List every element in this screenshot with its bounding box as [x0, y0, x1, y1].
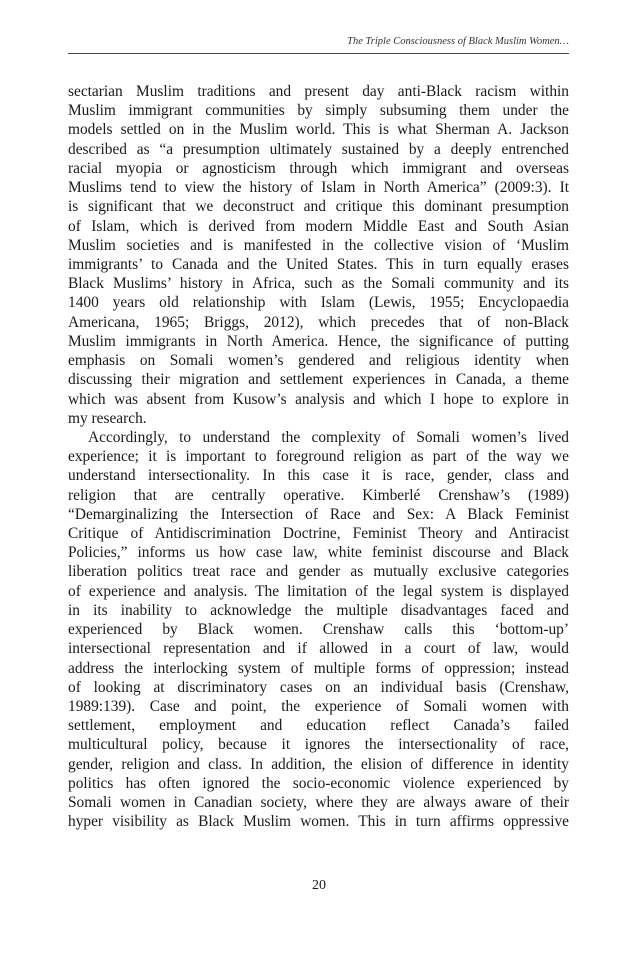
text-line: experience; it is important to foreground religion as part of the way we: [68, 448, 569, 466]
text-line: my research.: [68, 409, 147, 427]
running-header: The Triple Consciousness of Black Muslim Women…: [347, 36, 569, 47]
text-line: Black Muslims’ history in Africa, such as the Somali community and its: [68, 275, 569, 293]
text-line: intersectional representation and if allowed in a court of law, would: [68, 640, 569, 658]
text-line: address the interlocking system of multiple forms of oppression; instead: [68, 659, 569, 677]
text-line: Americana, 1965; Briggs, 2012), which precedes that of non-Black: [68, 313, 569, 331]
text-line: religion that are centrally operative. Kimberlé Crenshaw’s (1989): [68, 486, 569, 504]
text-line: understand intersectionality. In this case it is race, gender, class and: [68, 467, 569, 485]
text-line: which was absent from Kusow’s analysis and which I hope to explore in: [68, 390, 569, 408]
body-text: [68, 82, 569, 832]
text-line: “Demarginalizing the Intersection of Race and Sex: A Black Feminist: [68, 505, 569, 523]
text-line: 1400 years old relationship with Islam (Lewis, 1955; Encyclopaedia: [68, 294, 569, 312]
paragraph-1: [68, 82, 569, 428]
text-line: Muslims tend to view the history of Islam in North America” (2009:3). It: [68, 179, 569, 197]
text-line: sectarian Muslim traditions and present day anti-Black racism within: [68, 83, 569, 100]
text-line: emphasis on Somali women’s gendered and religious identity when: [68, 352, 569, 370]
page-number: 20: [312, 878, 326, 893]
text-line: is significant that we deconstruct and critique this dominant presumption: [68, 198, 569, 216]
text-line: of looking at discriminatory cases on an individual basis (Crenshaw,: [68, 678, 569, 696]
text-line: of experience and analysis. The limitation of the legal system is displayed: [68, 582, 569, 600]
text-line: Policies,” informs us how case law, white feminist discourse and Black: [68, 544, 569, 562]
text-line: discussing their migration and settlement experiences in Canada, a theme: [68, 371, 569, 389]
text-line: gender, religion and class. In addition, the elision of difference in identity: [68, 755, 569, 773]
text-line: Somali women in Canadian society, where they are always aware of their: [68, 794, 569, 812]
text-line: described as “a presumption ultimately sustained by a deeply entrenched: [68, 140, 569, 158]
text-line: Muslim societies and is manifested in the collective vision of ‘Muslim: [68, 236, 569, 254]
text-line: 1989:139). Case and point, the experience of Somali women with: [68, 698, 569, 715]
text-line: politics has often ignored the socio-economic violence experienced by: [68, 774, 569, 792]
text-line: experienced by Black women. Crenshaw calls this ‘bottom-up’: [68, 621, 569, 639]
text-line: liberation politics treat race and gender as mutually exclusive categories: [68, 563, 569, 581]
paragraph-2: [68, 428, 569, 832]
text-line: settlement, employment and education reflect Canada’s failed: [68, 717, 569, 735]
text-line: models settled on in the Muslim world. This is what Sherman A. Jackson: [68, 121, 569, 139]
text-line: Muslim immigrants in North America. Hence, the significance of putting: [68, 332, 569, 350]
text-line: hyper visibility as Black Muslim women. This in turn affirms oppressive: [68, 813, 569, 831]
text-line: of Islam, which is derived from modern Middle East and South Asian: [68, 217, 569, 235]
text-line: Accordingly, to understand the complexity of Somali women’s lived: [88, 428, 569, 446]
text-line: Muslim immigrant communities by simply subsuming them under the: [68, 102, 569, 120]
text-line: multicultural policy, because it ignores the intersectionality of race,: [68, 736, 569, 754]
text-line: Critique of Antidiscrimination Doctrine, Feminist Theory and Antiracist: [68, 525, 569, 543]
text-line: immigrants’ to Canada and the United States. This in turn equally erases: [68, 255, 569, 273]
header-rule: [68, 53, 569, 54]
text-line: racial myopia or agnosticism through which immigrant and overseas: [68, 159, 569, 177]
text-line: in its inability to acknowledge the multiple disadvantages faced and: [68, 601, 569, 619]
